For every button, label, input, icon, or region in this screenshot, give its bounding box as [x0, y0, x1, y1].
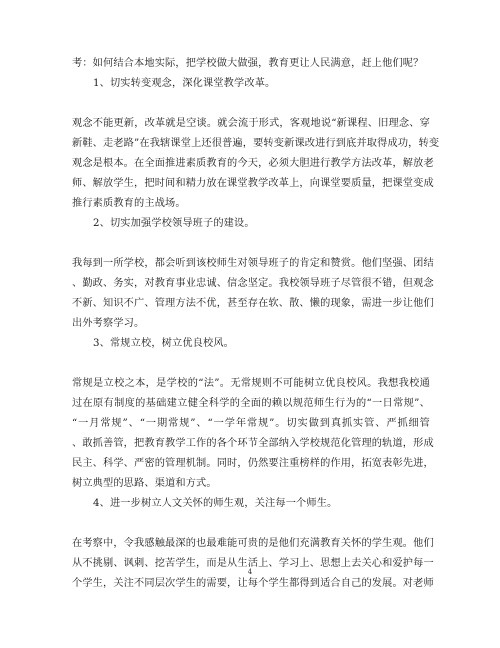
paragraph-line: 观念是根本。在全面推进素质教育的今天，必须大胆进行教学方法改革，解放老 [72, 158, 434, 169]
paragraph-line: 从不挑剔、讽刺、挖苦学生，而是从生活上、学习上、思想上去关心和爱护每一 [72, 558, 434, 569]
paragraph-line: 不新、知识不广、管理方法不优，甚至存在软、散、懒的现象，需进一步让他们 [72, 298, 434, 309]
paragraph-line: 新鞋、走老路”在我辖课堂上还很普遍，要转变新课改进行到底并取得成功，转变 [72, 138, 440, 149]
paragraph-line: “一月常规”、“一期常规”、“一学年常规”。切实做到真抓实管、严抓细管 [72, 418, 430, 429]
paragraph-line: 推行素质教育的主战场。 [72, 198, 186, 209]
section-paragraph-4 [72, 534, 434, 594]
paragraph-line: 个学生，关注不同层次学生的需要，让每个学生都得到适合自己的发展。对老师 [72, 578, 434, 589]
section-heading-4: 4、进一步树立人文关怀的师生观，关注每一个师生。 [93, 498, 338, 509]
paragraph-line: 民主、科学、严密的管理机制。同时，仍然要注重榜样的作用，拓宽表彰先进， [72, 458, 434, 469]
intro-line: 考：如何结合本地实际，把学校做大做强，教育更让人民满意，赶上他们呢？ [72, 58, 424, 69]
section-paragraph-2 [72, 254, 434, 334]
section-paragraph-3 [72, 374, 434, 494]
section-heading-1: 1、切实转变观念，深化课堂教学改革。 [93, 78, 276, 89]
paragraph-line: 我每到一所学校，都会听到该校师生对领导班子的肯定和赞赏。他们坚强、团结 [72, 258, 434, 269]
section-heading-3: 3、常规立校，树立优良校风。 [93, 338, 235, 349]
document-body [72, 54, 440, 594]
paragraph-line: 过在原有制度的基础建立健全科学的全面的赖以规范师生行为的“一日常规”、 [72, 398, 430, 409]
section-heading-2: 2、切实加强学校领导班子的建设。 [93, 218, 255, 229]
paragraph-line: 师、解放学生，把时间和精力放在课堂教学改革上，向课堂要质量，把课堂变成 [72, 178, 434, 189]
paragraph-line: 树立典型的思路、渠道和方式。 [72, 478, 217, 489]
page-number: 4 [247, 568, 253, 576]
paragraph-line: 出外考察学习。 [72, 318, 145, 329]
paragraph-line: 在考察中，令我感触最深的也最难能可贵的是他们充满教育关怀的学生观。他们 [72, 538, 434, 549]
section-paragraph-1 [72, 114, 440, 214]
paragraph-line: 、敢抓善管，把教育教学工作的各个环节全部纳入学校规范化管理的轨道，形成 [72, 438, 434, 449]
paragraph-line: 观念不能更新，改革就是空谈。就会流于形式，客观地说“新课程、旧理念、穿 [72, 118, 430, 129]
paragraph-line: 常规是立校之本，是学校的“法”。无常规则不可能树立优良校风。我想我校通 [72, 378, 430, 389]
paragraph-line: 、勤政、务实，对教育事业忠诚、信念坚定。我校领导班子尽管很不错，但观念 [72, 278, 434, 289]
